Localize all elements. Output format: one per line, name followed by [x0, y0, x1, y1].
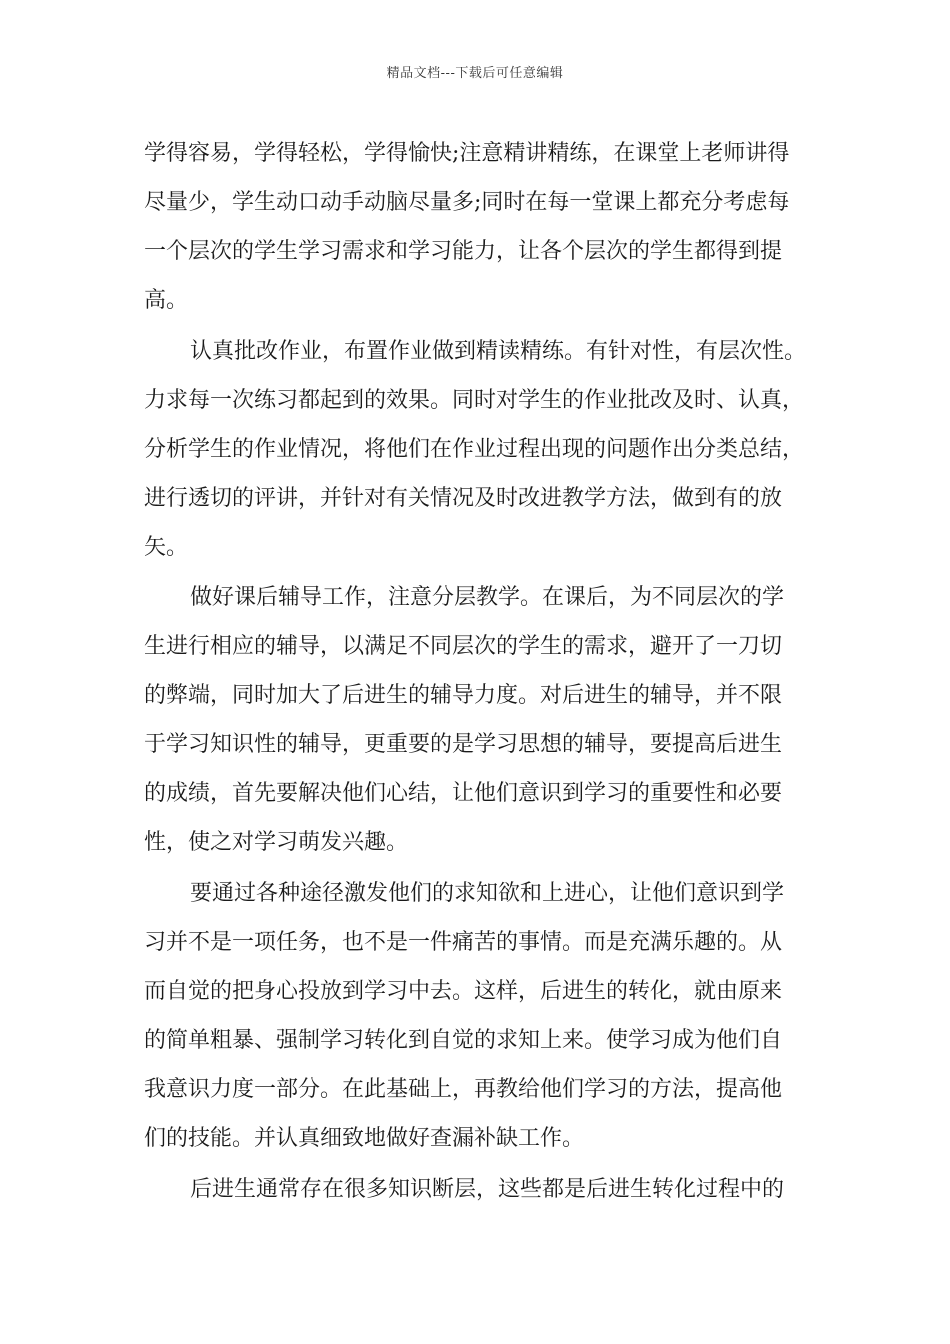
paragraph-4-line-5: 我意识力度一部分。在此基础上，再教给他们学习的方法，提高他 [144, 1077, 783, 1102]
paragraph-4-line-4: 的简单粗暴、强制学习转化到自觉的求知上来。使学习成为他们自 [144, 1028, 783, 1053]
paragraph-2-line-2: 力求每一次练习都起到的效果。同时对学生的作业批改及时、认真， [144, 388, 805, 413]
paragraph-3-line-5: 的成绩，首先要解决他们心结，让他们意识到学习的重要性和必要 [144, 781, 783, 806]
paragraph-4-line-2: 习并不是一项任务，也不是一件痛苦的事情。而是充满乐趣的。从 [144, 930, 783, 955]
paragraph-2-line-1: 认真批改作业，布置作业做到精读精练。有针对性，有层次性。 [190, 339, 807, 364]
paragraph-1-line-4: 高。 [144, 288, 189, 313]
paragraph-3-line-4: 于学习知识性的辅导，更重要的是学习思想的辅导，要提高后进生 [144, 732, 783, 757]
paragraph-1-line-1: 学得容易，学得轻松，学得愉快;注意精讲精练，在课堂上老师讲得 [144, 141, 790, 166]
paragraph-1-line-2: 尽量少，学生动口动手动脑尽量多;同时在每一堂课上都充分考虑每 [144, 190, 790, 215]
paragraph-2-line-3: 分析学生的作业情况，将他们在作业过程出现的问题作出分类总结， [144, 437, 805, 462]
paragraph-3-line-6: 性，使之对学习萌发兴趣。 [144, 830, 409, 855]
paragraph-4-line-3: 而自觉的把身心投放到学习中去。这样，后进生的转化，就由原来 [144, 979, 783, 1004]
paragraph-2-line-4: 进行透切的评讲，并针对有关情况及时改进教学方法，做到有的放 [144, 486, 783, 511]
paragraph-3-line-3: 的弊端，同时加大了后进生的辅导力度。对后进生的辅导，并不限 [144, 683, 783, 708]
page-header: 精品文档---下载后可任意编辑 [386, 66, 564, 81]
paragraph-3-line-1: 做好课后辅导工作，注意分层教学。在课后，为不同层次的学 [190, 585, 785, 610]
paragraph-5-line-1: 后进生通常存在很多知识断层，这些都是后进生转化过程中的 [190, 1177, 785, 1202]
paragraph-4-line-1: 要通过各种途径激发他们的求知欲和上进心，让他们意识到学 [190, 881, 785, 906]
paragraph-4-line-6: 们的技能。并认真细致地做好查漏补缺工作。 [144, 1126, 585, 1151]
paragraph-1-line-3: 一个层次的学生学习需求和学习能力，让各个层次的学生都得到提 [144, 239, 783, 264]
paragraph-2-line-5: 矢。 [144, 535, 189, 560]
paragraph-3-line-2: 生进行相应的辅导，以满足不同层次的学生的需求，避开了一刀切 [144, 634, 783, 659]
